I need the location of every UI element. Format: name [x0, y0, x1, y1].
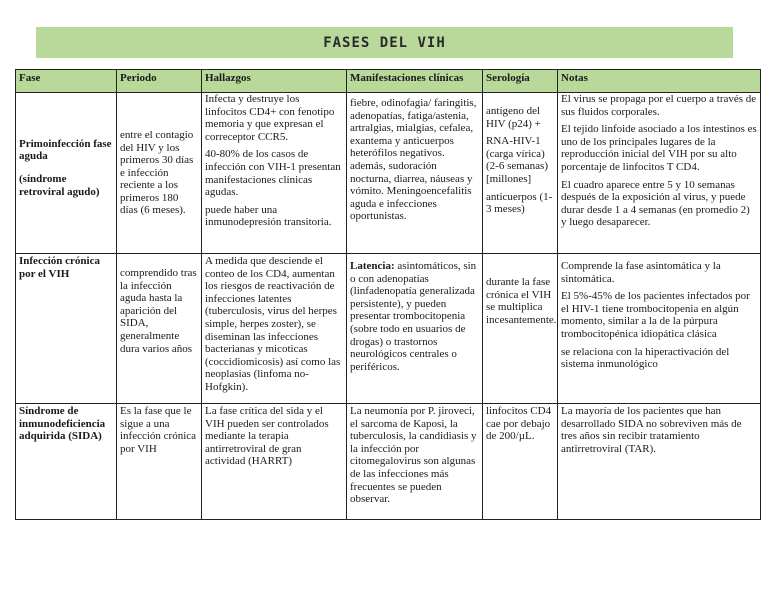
nota-text: El tejido linfoide asociado a los intestinos es uno de los principales lugares de la reproducción inicial del VIH por su alto porcentaje de linfocitos T CD4.: [561, 123, 757, 173]
table-row: [16, 404, 761, 520]
periodo-cell: comprendido tras la infección aguda hasta la aparición del SIDA, generalmente dura varios años: [117, 254, 202, 404]
serologia-text: linfocitos CD4 cae por debajo de 200/µL.: [486, 405, 552, 443]
nota-text: Comprende la fase asintomática y la sintomática.: [561, 260, 721, 285]
periodo-cell: Es la fase que le sigue a una infección crónica por VIH: [117, 404, 202, 520]
header-row: [16, 70, 761, 93]
header-periodo: Periodo: [117, 70, 202, 93]
header-fase: Fase: [16, 70, 117, 93]
nota-text: El virus se propaga por el cuerpo a través de sus fluidos corporales.: [561, 93, 757, 118]
serologia-cell: [483, 404, 558, 520]
hallazgo-text: puede haber una inmunodepresión transitoria.: [205, 203, 332, 229]
hallazgos-cell: [202, 254, 347, 404]
hallazgos-cell: [202, 404, 347, 520]
table-row: [16, 254, 761, 404]
notas-cell: [558, 254, 761, 404]
header-notas: Notas: [558, 70, 761, 93]
nota-text: La mayoría de los pacientes que han desarrollado SIDA no sobreviven más de tres años sin recibir tratamiento antirretroviral (TAR).: [561, 405, 742, 455]
fase-cell: [16, 404, 117, 520]
clinicas-cell: [347, 404, 483, 520]
nota-text: El cuadro aparece entre 5 y 10 semanas después de la exposición al virus, y puede durar desde 1 a 4 semanas (en promedio 2) y luego desaparecer.: [561, 178, 750, 229]
hallazgo-text: A medida que desciende el conteo de los CD4, aumentan los riesgos de reactivación de infecciones latentes (tuberculosis, virus del herpes simple, herpes zoster), se diseminan las infecciones bacterianas y micoticas (coccidiomicosis) así como las neoplasias (linfoma no-Hofgkin).: [205, 255, 341, 393]
title-bar: [36, 27, 733, 58]
nota-text: El 5%-45% de los pacientes infectados por el HIV-1 tiene trombocitopenia en algún momento, similar a la de la púrpura trombocitopénica idiopática clásica: [561, 290, 750, 340]
clinicas-cell: [347, 93, 483, 254]
periodo-cell: entre el contagio del HIV y los primeros 30 días e infección reciente a los primeros 180 días (6 meses).: [117, 93, 202, 254]
header-serologia: Serología: [483, 70, 558, 93]
page-title: FASES DEL VIH: [323, 34, 446, 51]
fase-name: Infección crónica por el VIH: [19, 255, 100, 280]
serologia-text: durante la fase crónica el VIH se multiplica incesantemente.: [486, 276, 557, 326]
fase-cell: [16, 254, 117, 404]
clinicas-text: fiebre, odinofagia/ faringitis, adenopatías, fatiga/astenia, artralgias, mialgias, cefalea, exantema y anticuerpos heterófilos negativos. además, sudoración nocturna, diarrea, náuseas y vómito. Meningoencefalitis aguda e infecciones oportunistas.: [350, 97, 477, 223]
serologia-text: anticuerpos (1-3 meses): [486, 190, 553, 216]
header-clinicas: Manifestaciones clínicas: [347, 70, 483, 93]
serologia-text: RNA-HIV-1 (carga vírica) (2-6 semanas) [millones]: [486, 135, 549, 185]
notas-cell: [558, 93, 761, 254]
fase-name: Síndrome de inmunodeficiencia adquirida (SIDA): [19, 405, 106, 443]
clinicas-text: La neumonía por P. jiroveci, el sarcoma de Kaposi, la tuberculosis, la candidiasis y la infección por citomegalovirus son algunas de las infecciones más frecuentes se pueden observar.: [350, 405, 477, 506]
clinicas-text: asintomáticos, sin o con adenopatías (linfadenopatía generalizada persistente), y pueden presentar trombocitopenia (sobre todo en usuarios de drogas) o trastornos neurológicos centrales o periféricos.: [350, 260, 477, 373]
fase-name: Primoinfección fase aguda: [19, 137, 112, 163]
nota-text: se relaciona con la hiperactivación del sistema inmunológico: [561, 345, 730, 371]
hallazgo-text: Infecta y destruye los linfocitos CD4+ con fenotipo memoria y que expresan el correceptor CCR5.: [205, 93, 335, 143]
hallazgo-text: 40-80% de los casos de infección con VIH-1 presentan manifestaciones clínicas agudas.: [205, 148, 341, 199]
clinicas-cell: [347, 254, 483, 404]
hallazgos-cell: [202, 93, 347, 254]
fase-cell: [16, 93, 117, 254]
header-hallazgos: Hallazgos: [202, 70, 347, 93]
serologia-cell: [483, 254, 558, 404]
hallazgo-text: La fase crítica del sida y el VIH pueden ser controlados mediante la terapia antirretroviral de gran actividad (HARRT): [205, 405, 329, 468]
serologia-cell: [483, 93, 558, 254]
notas-cell: [558, 404, 761, 520]
table-row: [16, 93, 761, 254]
serologia-text: antígeno del HIV (p24) +: [486, 105, 541, 130]
phases-table: [15, 69, 761, 520]
fase-subtitle: (síndrome retroviral agudo): [19, 173, 100, 198]
clinicas-bold: Latencia:: [350, 260, 395, 272]
